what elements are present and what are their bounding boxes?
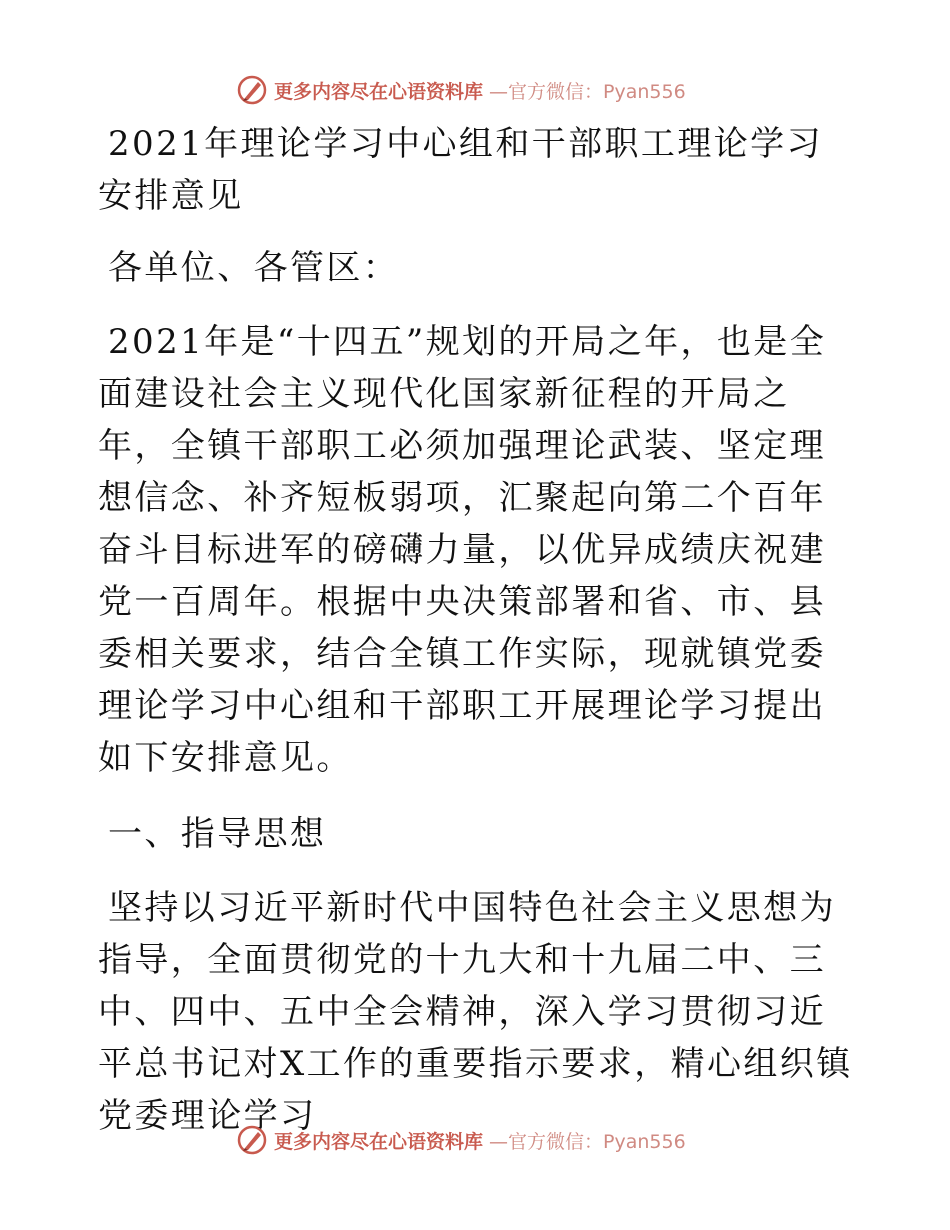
document-title: 2021年理论学习中心组和干部职工理论学习安排意见 bbox=[98, 124, 823, 216]
salutation: 各单位、各管区： bbox=[108, 248, 400, 288]
section-paragraph: 坚持以习近平新时代中国特色社会主义思想为指导，全面贯彻党的十九大和十九届二中、三中、四中、五中全会精神，深入学习贯彻习近平总书记对X工作的重要指示要求，精心组织镇党委理论学习 bbox=[98, 888, 853, 1136]
document-body bbox=[98, 118, 858, 1142]
section-heading: 一、指导思想 bbox=[108, 814, 327, 854]
watermark-main-text: 更多内容尽在心语资料库 bbox=[274, 80, 484, 103]
watermark-footer bbox=[236, 1122, 686, 1158]
watermark-sub-text: —官方微信：Pyan556 bbox=[489, 1130, 686, 1153]
watermark-main-text: 更多内容尽在心语资料库 bbox=[274, 1130, 484, 1153]
watermark-header bbox=[236, 72, 686, 108]
intro-paragraph: 2021年是“十四五”规划的开局之年，也是全面建设社会主义现代化国家新征程的开局之年，全镇干部职工必须加强理论武装、坚定理想信念、补齐短板弱项，汇聚起向第二个百年奋斗目标进军的磅礴力量，以优异成绩庆祝建党一百周年。根据中央决策部署和省、市、县委相关要求，结合全镇工作实际，现就镇党委理论学习中心组和干部职工开展理论学习提出如下安排意见。 bbox=[98, 322, 827, 778]
pen-logo-icon bbox=[236, 1124, 268, 1156]
watermark-sub-text: —官方微信：Pyan556 bbox=[489, 80, 686, 103]
pen-logo-icon bbox=[236, 74, 268, 106]
